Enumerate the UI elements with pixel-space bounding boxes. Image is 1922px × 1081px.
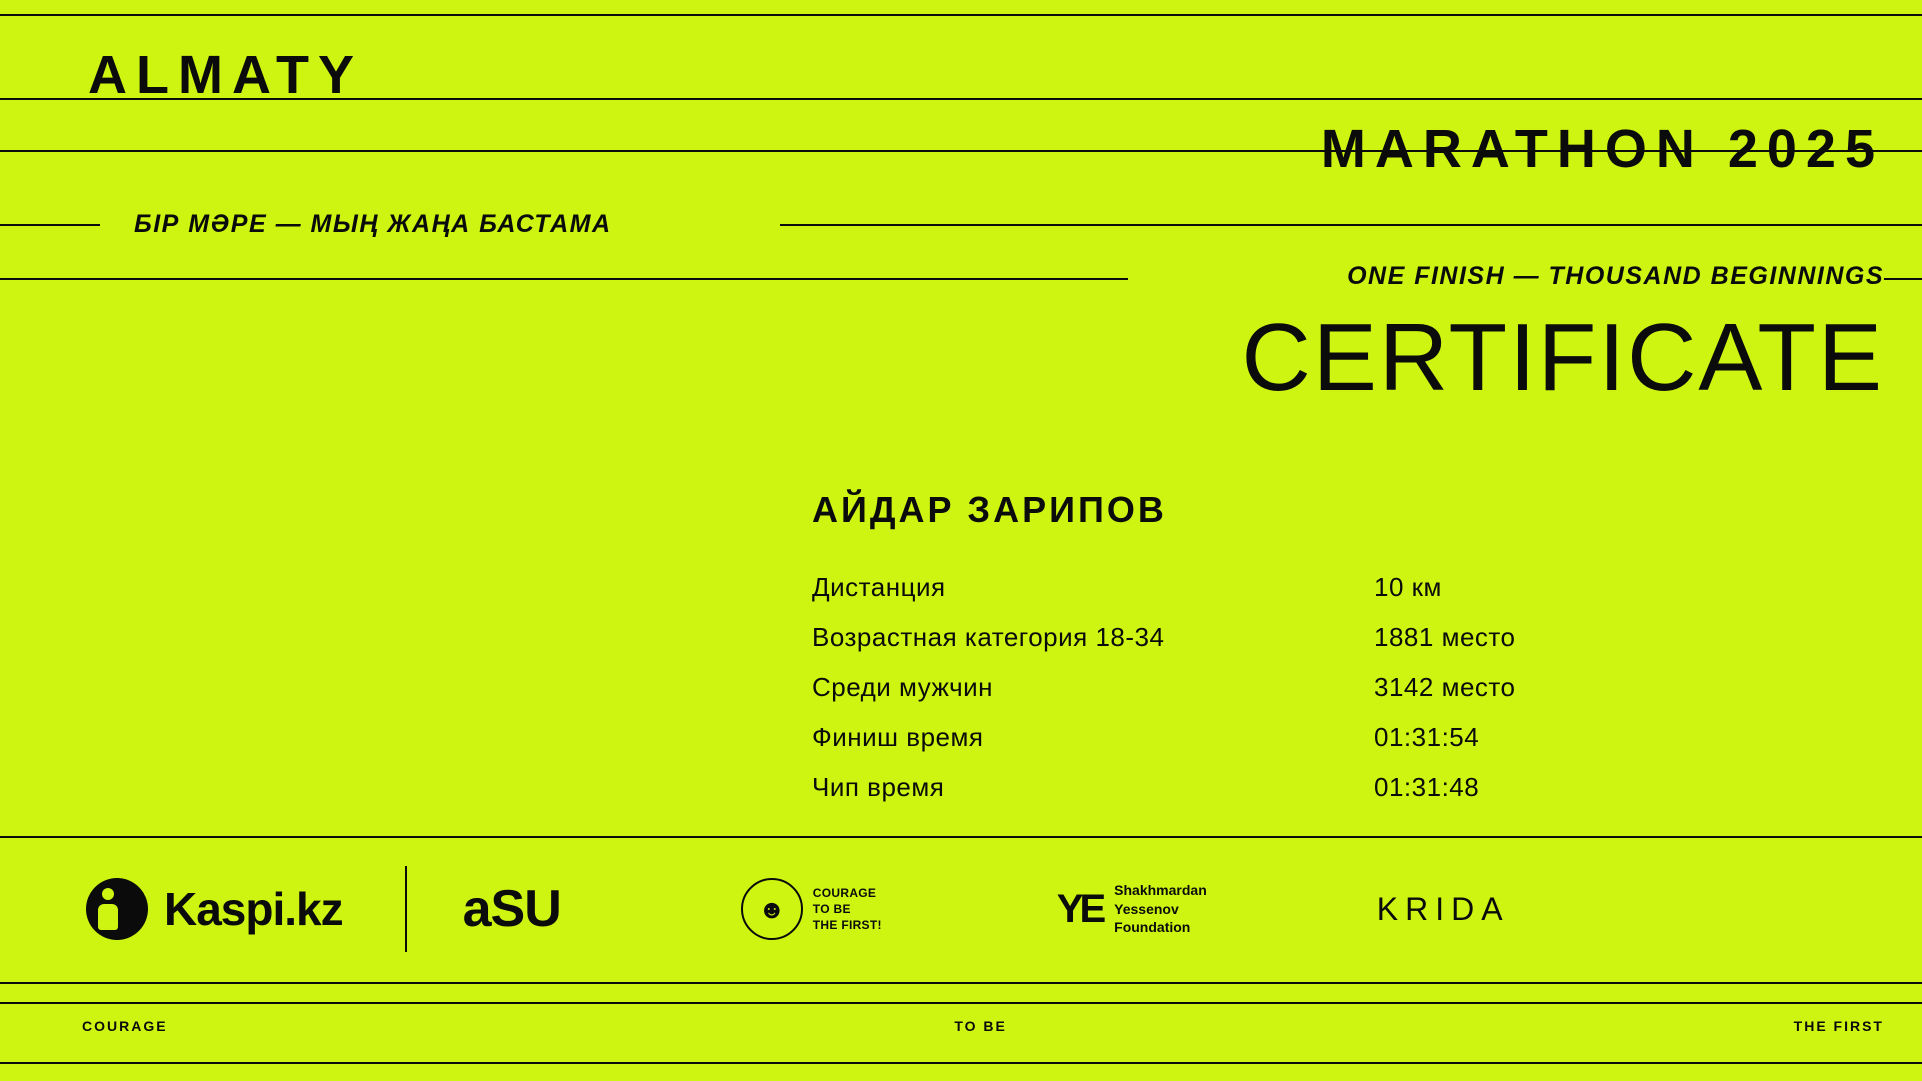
table-row xyxy=(812,772,1592,822)
courage-line-2: TO BE xyxy=(812,901,851,916)
rule-footer-bottom xyxy=(0,1062,1922,1064)
result-value: 01:31:48 xyxy=(1374,772,1480,802)
rule-slogan-en-left xyxy=(0,278,1128,280)
sponsor-courage-fund xyxy=(741,836,882,982)
athlete-name: АЙДАР ЗАРИПОВ xyxy=(812,489,1167,530)
footer-left-text: COURAGE xyxy=(82,1018,168,1034)
result-value: 01:31:54 xyxy=(1374,722,1480,752)
courage-line-1: COURAGE xyxy=(812,885,877,900)
slogan-kazakh: БІР МӘРЕ — МЫҢ ЖАҢА БАСТАМА xyxy=(134,212,622,237)
event-title: MARATHON 2025 xyxy=(1320,119,1884,179)
shakhmardan-line-2: Yessenov xyxy=(1114,900,1179,917)
result-value: 10 км xyxy=(1374,572,1442,602)
footer-right-text: THE FIRST xyxy=(1793,1018,1884,1034)
table-row xyxy=(812,672,1592,722)
result-label: Возрастная категория 18-34 xyxy=(812,622,1165,652)
slogan-english: ONE FINISH — THOUSAND BEGINNINGS xyxy=(1337,264,1884,289)
sponsor-asu xyxy=(463,836,561,982)
table-row xyxy=(812,622,1592,672)
rule-footer-top xyxy=(0,1002,1922,1004)
result-label: Чип время xyxy=(812,772,945,802)
result-label: Финиш время xyxy=(812,722,984,752)
sponsor-krida: KRIDA xyxy=(1376,890,1510,927)
courage-line-3: THE FIRST! xyxy=(812,918,882,933)
runner-figure-icon: ☻ xyxy=(758,894,786,924)
shakhmardan-line-1: Shakhmardan xyxy=(1114,881,1207,898)
result-label: Дистанция xyxy=(812,572,946,602)
rule-slogan-kz-right xyxy=(780,224,1922,226)
kaspi-logo-icon xyxy=(86,878,148,940)
sponsor-kaspi xyxy=(86,836,343,982)
table-row xyxy=(812,572,1592,622)
shakhmardan-line-3: Foundation xyxy=(1114,919,1191,936)
courage-fund-logo-icon xyxy=(741,878,803,940)
rule-sponsors-bottom xyxy=(0,982,1922,984)
result-value: 3142 место xyxy=(1374,672,1516,702)
city-title: ALMATY xyxy=(88,45,363,105)
footer-strip xyxy=(0,1018,1922,1034)
sponsor-shakhmardan-yessenov-foundation xyxy=(1057,836,1207,982)
sponsor-strip xyxy=(0,836,1922,982)
rule-top-1 xyxy=(0,14,1922,16)
results-table xyxy=(812,572,1592,822)
footer-center-text: TO BE xyxy=(954,1018,1007,1034)
rule-slogan-kz-left xyxy=(0,224,100,226)
sponsor-kaspi-label: Kaspi.kz xyxy=(164,883,343,935)
yessenov-logo-icon: YE xyxy=(1056,886,1103,931)
sponsor-divider xyxy=(405,866,407,952)
sponsor-asu-label: aSU xyxy=(462,880,561,938)
page-title: CERTIFICATE xyxy=(1241,304,1884,411)
result-label: Среди мужчин xyxy=(812,672,994,702)
table-row xyxy=(812,722,1592,772)
result-value: 1881 место xyxy=(1374,622,1516,652)
